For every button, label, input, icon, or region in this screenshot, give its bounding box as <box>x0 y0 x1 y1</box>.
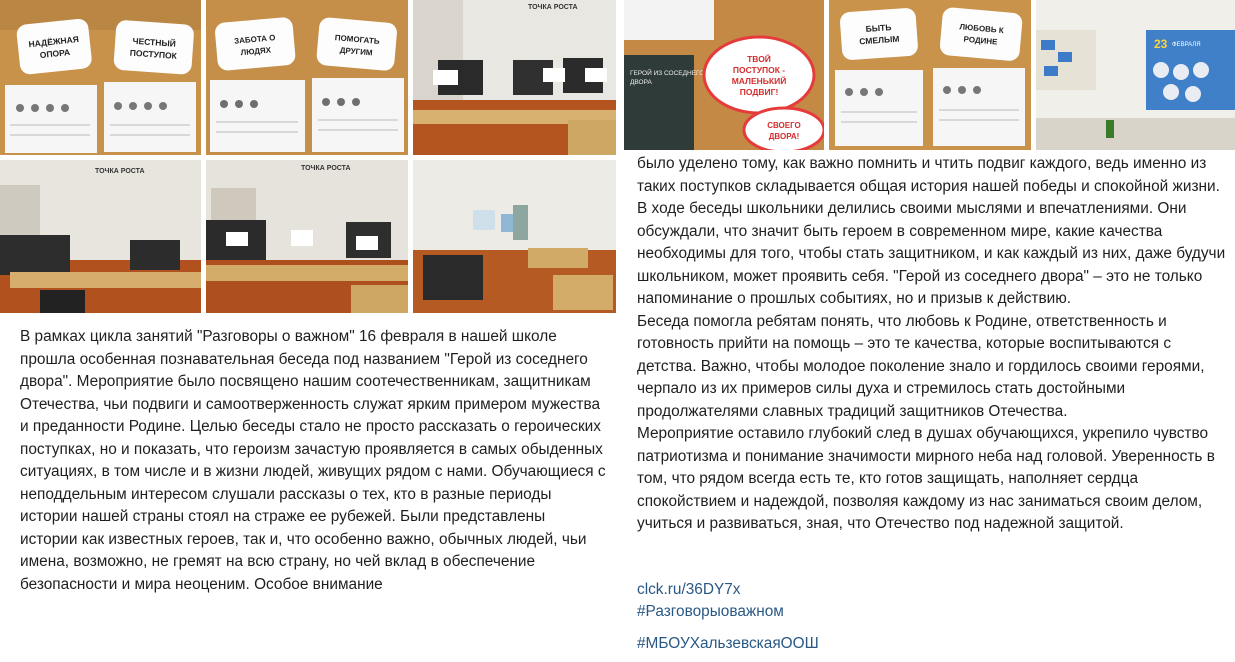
post-text-right-column <box>637 153 1227 536</box>
svg-text:23: 23 <box>1154 37 1168 51</box>
svg-text:ДВОРА: ДВОРА <box>630 79 652 86</box>
svg-text:ПОМОГАТЬ: ПОМОГАТЬ <box>334 33 380 47</box>
svg-text:ЧЕСТНЫЙ: ЧЕСТНЫЙ <box>132 35 177 49</box>
photo-worksheets-1[interactable] <box>0 0 201 155</box>
svg-text:ЗАБОТА О: ЗАБОТА О <box>233 33 276 46</box>
photo-posters-cloud[interactable] <box>624 0 824 150</box>
photo-worksheets-3[interactable] <box>829 0 1031 150</box>
svg-text:ФЕВРАЛЯ: ФЕВРАЛЯ <box>1172 42 1201 48</box>
svg-text:ТОЧКА РОСТА: ТОЧКА РОСТА <box>301 165 351 172</box>
hashtag-link[interactable]: #МБОУХальзевскаяООШ <box>637 635 819 652</box>
post-paragraph-4: Беседа помогла ребятам понять, что любовь к Родине, ответственность и готовность прийти на помощь – это те качества, которые воспитываются с детства. Важно, чтобы молодое поколение знало и гордилось своими героями, черпало из их примеров силы духа и стремилось стать достойными продолжателями славных традиций защитников Отечества. <box>637 312 1205 420</box>
svg-text:ПОСТУПОК: ПОСТУПОК <box>129 47 178 61</box>
svg-text:СВОЕГО: СВОЕГО <box>767 121 801 130</box>
hashtag-link[interactable]: #Разговорыоважном <box>637 603 784 620</box>
svg-text:МАЛЕНЬКИЙ: МАЛЕНЬКИЙ <box>731 76 787 86</box>
photo-wall-board[interactable] <box>1036 0 1235 150</box>
svg-text:ДВОРА!: ДВОРА! <box>768 132 800 141</box>
post-paragraph-1: В рамках цикла занятий "Разговоры о важном" 16 февраля в нашей школе прошла особенная познавательная беседа под названием "Герой из соседнего двора". Мероприятие было посвящено нашим соотечественникам, защитникам Отечества, чьи подвиги и самоотверженность служат ярким примером мужества и преданности Родине. Целью беседы стало не просто рассказать о героических поступках, но и показать, что героизм зачастую проявляется в самых обыденных ситуациях, в том числе и в жизни людей, живущих рядом с нами. Обучающиеся с неподдельным интересом слушали рассказы о тех, кто в разные периоды истории нашей страны стоял на страже ее рубежей. Были представлены истории как известных героев, так и, что особенно важно, обычных людей, чьи имена, возможно, не гремят на всю страну, но чей вклад в обеспечение безопасности и мира неоценим. Особое внимание <box>20 328 606 593</box>
post-text-left-column <box>20 326 606 596</box>
svg-text:РОДИНЕ: РОДИНЕ <box>963 34 998 47</box>
svg-text:БЫТЬ: БЫТЬ <box>865 22 892 34</box>
photo-classroom-2[interactable] <box>0 160 201 313</box>
svg-text:ОПОРА: ОПОРА <box>39 46 71 61</box>
svg-text:ПОСТУПОК -: ПОСТУПОК - <box>732 65 786 75</box>
post-paragraph-5: Мероприятие оставило глубокий след в душах обучающихся, укрепило чувство патриотизма и понимание значимости мирного неба над головой. Уверенность в том, что рядом всегда есть те, кто готов защищать, наполняет сердца спокойствием и надеждой, позволяя каждому из нас заниматься своим делом, учиться и развиваться, зная, что Отечество под надежной защитой. <box>637 425 1215 532</box>
svg-text:ГЕРОЙ ИЗ СОСЕДНЕГО: ГЕРОЙ ИЗ СОСЕДНЕГО <box>630 70 705 77</box>
svg-text:НАДЁЖНАЯ: НАДЁЖНАЯ <box>28 33 80 50</box>
svg-text:ЛЮДЯХ: ЛЮДЯХ <box>240 45 272 58</box>
photo-classroom-4[interactable] <box>413 160 616 313</box>
svg-text:ПОДВИГ!: ПОДВИГ! <box>739 87 779 97</box>
svg-text:ТОЧКА РОСТА: ТОЧКА РОСТА <box>95 168 145 175</box>
post-paragraph-2: было уделено тому, как важно помнить и чтить подвиг каждого, ведь именно из таких поступков складывается общая история нашей победы и спокойной жизни. <box>637 155 1220 195</box>
svg-text:ДРУГИМ: ДРУГИМ <box>339 45 373 58</box>
photo-classroom-1[interactable] <box>413 0 616 155</box>
photo-worksheets-2[interactable] <box>206 0 408 155</box>
post-paragraph-3: В ходе беседы школьники делились своими мыслями и впечатлениями. Они обсуждали, что значит быть героем в современном мире, какие качества необходимы для того, чтобы стать защитником, и как каждый из них, даже будучи школьником, может проявить себя. "Герой из соседнего двора" – это не только напоминание о прошлых событиях, но и призыв к действию. <box>637 200 1226 307</box>
short-link[interactable]: clck.ru/36DY7x <box>637 581 741 598</box>
svg-text:СМЕЛЫМ: СМЕЛЫМ <box>858 33 900 47</box>
svg-text:ТВОЙ: ТВОЙ <box>747 54 771 64</box>
svg-text:ЛЮБОВЬ К: ЛЮБОВЬ К <box>959 22 1005 36</box>
photo-classroom-3[interactable] <box>206 160 408 313</box>
svg-text:ТОЧКА РОСТА: ТОЧКА РОСТА <box>528 4 578 11</box>
